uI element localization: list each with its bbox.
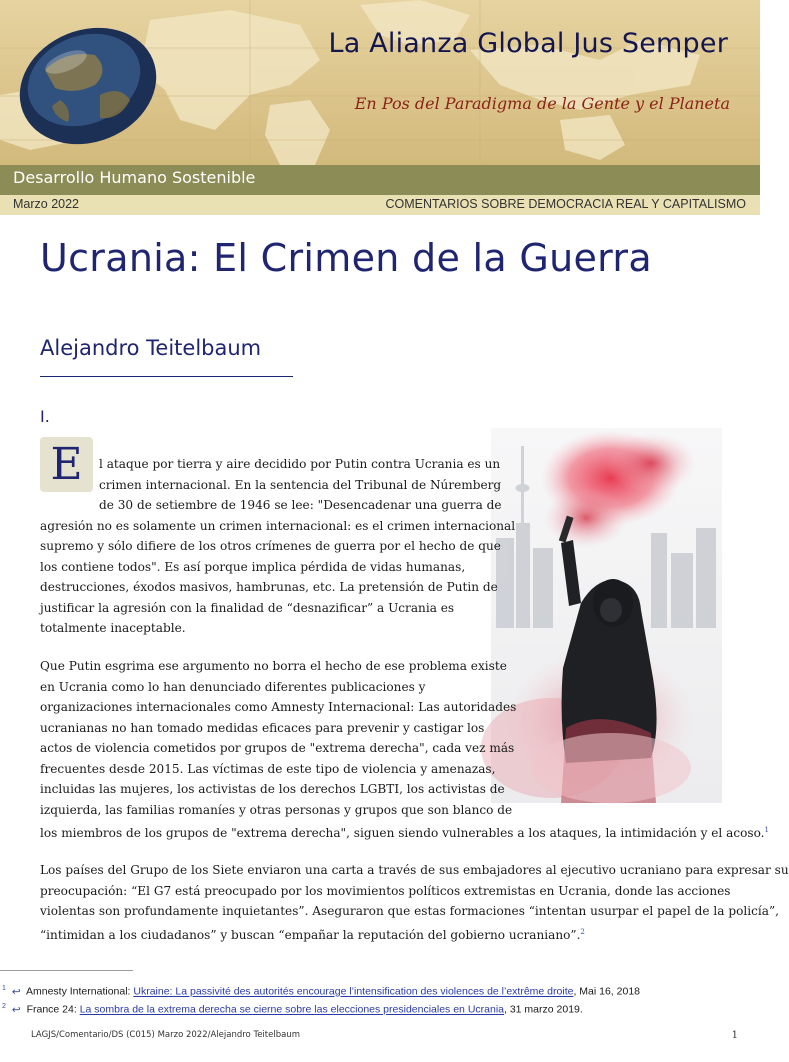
return-arrow-icon[interactable]: ↩ [11, 985, 21, 998]
footnote-2 [2, 1003, 583, 1016]
text-line: totalmente inaceptable. [40, 621, 186, 635]
text-line: izquierda, las familias romaníes y otras personas y grupos que son blanco de [40, 802, 513, 817]
world-map-background [0, 0, 760, 165]
section-number: I. [40, 407, 50, 426]
footnote-separator [0, 970, 133, 971]
text-line [40, 820, 769, 844]
footnote-number: 1 [2, 985, 6, 992]
text-line: justificar la agresión con la finalidad de “desnazificar” a Ucrania es [40, 600, 455, 615]
footnote-ref-2[interactable]: 2 [580, 927, 585, 936]
text-line: Los países del Grupo de los Siete enviaron una carta a través de sus embajadores al ejecutivo ucraniano para expresar su [40, 863, 789, 877]
site-tagline: En Pos del Paradigma de la Gente y el Planeta [354, 94, 730, 113]
return-arrow-icon[interactable]: ↩ [11, 1003, 21, 1016]
page-footer-reference: LAGJS/Comentario/DS (C015) Marzo 2022/Alejandro Teitelbaum [31, 1030, 300, 1040]
paragraph-1-opening [99, 454, 502, 516]
text-line: incluidas las mujeres, los activistas de los derechos LGBTI, los activistas de [40, 782, 505, 796]
text-line: preocupación: “El G7 está preocupado por los movimientos políticos extremistas en Ucrania, donde las acciones [40, 883, 731, 898]
text-line: frecuentes desde 2015. Las víctimas de este tipo de violencia y amenazas, [40, 761, 496, 776]
text-line: ucranianas no han tomado medidas eficaces para prevenir y castigar los [40, 720, 485, 735]
text-line: destrucciones, éxodos masivos, hambrunas, etc. La pretensión de Putin de [40, 580, 498, 594]
section-name: Desarrollo Humano Sostenible [13, 168, 256, 187]
text-line: organizaciones internacionales como Amnesty Internacional: Las autoridades [40, 700, 517, 714]
text-line: agresión no es solamente un crimen internacional: es el crimen internacional [40, 518, 516, 533]
footnote-suffix: , Mai 16, 2018 [573, 985, 640, 998]
text-line: crimen internacional. En la sentencia del Tribunal de Núremberg [99, 477, 502, 492]
header-banner [0, 0, 760, 165]
footnote-ref-1[interactable]: 1 [764, 826, 769, 834]
page-number: 1 [731, 1030, 738, 1041]
text-line-content: los miembros de los grupos de "extrema derecha", siguen siendo vulnerables a los ataques, la intimidación y el acoso. [40, 826, 765, 841]
text-line: de 30 de setiembre de 1946 se lee: "Desencadenar una guerra de [99, 498, 502, 512]
paragraph-3 [40, 860, 789, 945]
footnote-link[interactable]: La sombra de la extrema derecha se cierne sobre las elecciones presidenciales en Ucrania [79, 1003, 504, 1016]
footnote-1 [2, 985, 640, 998]
text-line-content: “intimidan a los ciudadanos” y buscan “empañar la reputación del gobierno ucraniano”. [40, 927, 581, 942]
text-line: supremo y sólo difiere de los otros crímenes de guerra por el hecho de que [40, 539, 501, 553]
text-line: violentas son profundamente inquietantes”. Aseguraron que estas formaciones “intentan usurpar el papel de la policía”, [40, 904, 779, 918]
text-line [40, 922, 789, 946]
text-line: Que Putin esgrima ese argumento no borra el hecho de ese problema existe [40, 659, 507, 673]
footnote-prefix: Amnesty International: [25, 985, 134, 998]
footnote-number: 2 [2, 1003, 6, 1010]
paragraph-2 [40, 656, 769, 844]
paragraph-1 [40, 516, 515, 639]
text-line: en Ucrania como lo han denunciado diferentes publicaciones y [40, 679, 426, 694]
text-line: l ataque por tierra y aire decidido por Putin contra Ucrania es un [99, 457, 501, 471]
footnote-link[interactable]: Ukraine: La passivité des autorités encourage l’intensification des violences de l’extrême droite [133, 985, 574, 998]
article-title: Ucrania: El Crimen de la Guerra [40, 236, 652, 280]
text-line: los contiene todos". Es así porque implica pérdida de vidas humanas, [40, 559, 466, 574]
footnote-suffix: , 31 marzo 2019. [504, 1003, 583, 1016]
text-line: actos de violencia cometidos por grupos de "extrema derecha", cada vez más [40, 741, 515, 755]
issue-date: Marzo 2022 [13, 197, 80, 211]
footnote-prefix: France 24: [26, 1003, 80, 1016]
site-title: La Alianza Global Jus Semper [328, 28, 728, 59]
drop-cap: E [40, 437, 93, 492]
author-underline [40, 376, 293, 377]
author-name: Alejandro Teitelbaum [40, 336, 262, 360]
series-name: COMENTARIOS SOBRE DEMOCRACIA REAL Y CAPITALISMO [385, 197, 746, 211]
